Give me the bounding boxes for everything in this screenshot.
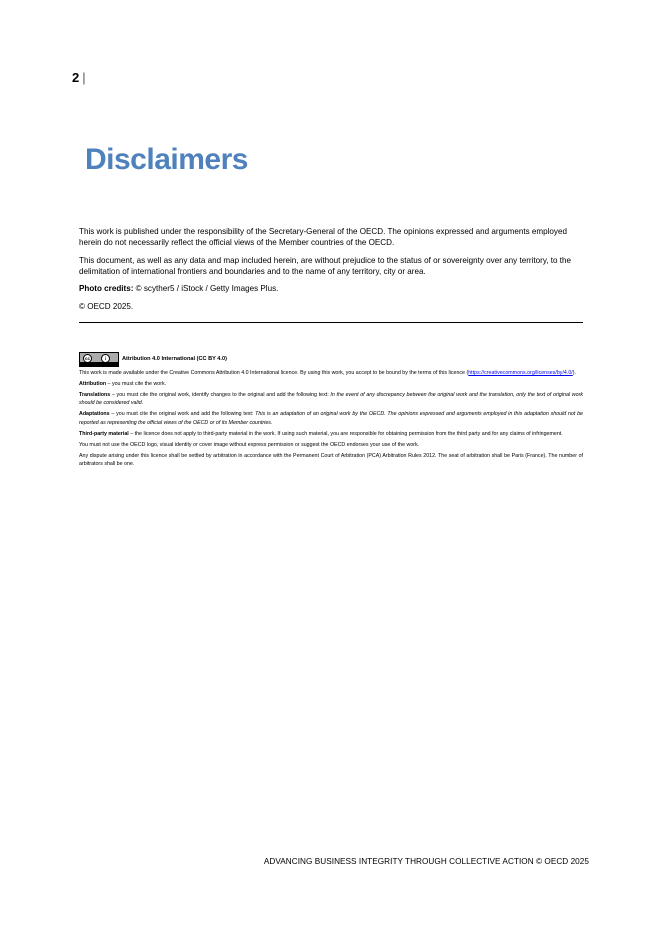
page-number-value: 2 (72, 70, 80, 85)
page-footer: ADVANCING BUSINESS INTEGRITY THROUGH COLLECTIVE ACTION © OECD 2025 (263, 857, 589, 866)
attribution-person-icon: i (101, 354, 110, 363)
section-divider (79, 322, 583, 323)
licence-logo-notice: You must not use the OECD logo, visual identity or cover image without express permission or suggest the OECD endorses your use of the work. (79, 441, 420, 448)
third-party-label: Third-party material (79, 430, 129, 437)
badge-strip (80, 362, 118, 366)
cc-by-badge-icon (79, 352, 119, 367)
disclaimer-paragraph-territory: This document, as well as any data and map included herein, are without prejudice to the status of or sovereignty over any territory, to the delimitation of international frontiers and boundaries and to the name of any territory, city or area. (79, 255, 572, 276)
adaptations-label: Adaptations (79, 411, 110, 418)
translations-italic: In the event of any discrepancy between the original work and the translation, only the text of original work should be considered valid. (79, 392, 583, 407)
attribution-text: – you must cite the work. (106, 381, 167, 387)
translations-label: Translations (79, 392, 111, 398)
third-party-text: – the licence does not apply to third-party material in the work. If using such material, you are responsible for obtaining permission from the third party and for any claims of infringement. (128, 430, 563, 437)
copyright-notice: © OECD 2025. (79, 301, 134, 311)
photo-credits (79, 283, 583, 294)
licence-third-party (79, 430, 583, 438)
disclaimer-section (79, 226, 583, 318)
cc-icon: cc (84, 356, 90, 361)
photo-credits-value: © scyther5 / iStock / Getty Images Plus. (133, 284, 279, 293)
licence-intro-end: ). (572, 370, 576, 376)
licence-attribution (79, 380, 583, 388)
licence-translations (79, 391, 583, 408)
attribution-label: Attribution (79, 381, 107, 387)
photo-credits-label: Photo credits: (79, 284, 134, 293)
licence-heading: Attribution 4.0 International (CC BY 4.0) (122, 356, 227, 363)
licence-intro (79, 369, 583, 377)
licence-intro-text: This work is made available under the Creative Commons Attribution 4.0 International licence. By using this work, you accept to be bound by the terms of this licence ( (79, 370, 469, 376)
page-number-separator: | (82, 70, 86, 85)
page-number (72, 70, 86, 85)
translations-text: – you must cite the original work, identify changes to the original and add the following text: (110, 392, 331, 398)
page-title: Disclaimers (85, 143, 248, 176)
licence-section (79, 352, 583, 471)
licence-dispute: Any dispute arising under this licence shall be settled by arbitration in accordance with the Permanent Court of Arbitration (PCA) Arbitration Rules 2012. The seat of arbitration shall be Paris (France). The number of arbitrators shall be one. (79, 452, 583, 468)
licence-link[interactable]: https://creativecommons.org/licenses/by/4.0/ (468, 370, 573, 376)
licence-heading-row (79, 352, 583, 367)
disclaimer-paragraph-responsibility: This work is published under the responsibility of the Secretary-General of the OECD. The opinions expressed and arguments employed herein do not necessarily reflect the official views of the Member countries of the OECD. (79, 227, 567, 247)
licence-adaptations (79, 410, 583, 427)
adaptations-text: – you must cite the original work and add the following text: (109, 411, 256, 418)
adaptations-italic: This is an adaptation of an original work by the OECD. The opinions expressed and arguments employed in this adaptation should not be reported as representing the official views of the OECD or of its Member countries. (79, 411, 583, 426)
